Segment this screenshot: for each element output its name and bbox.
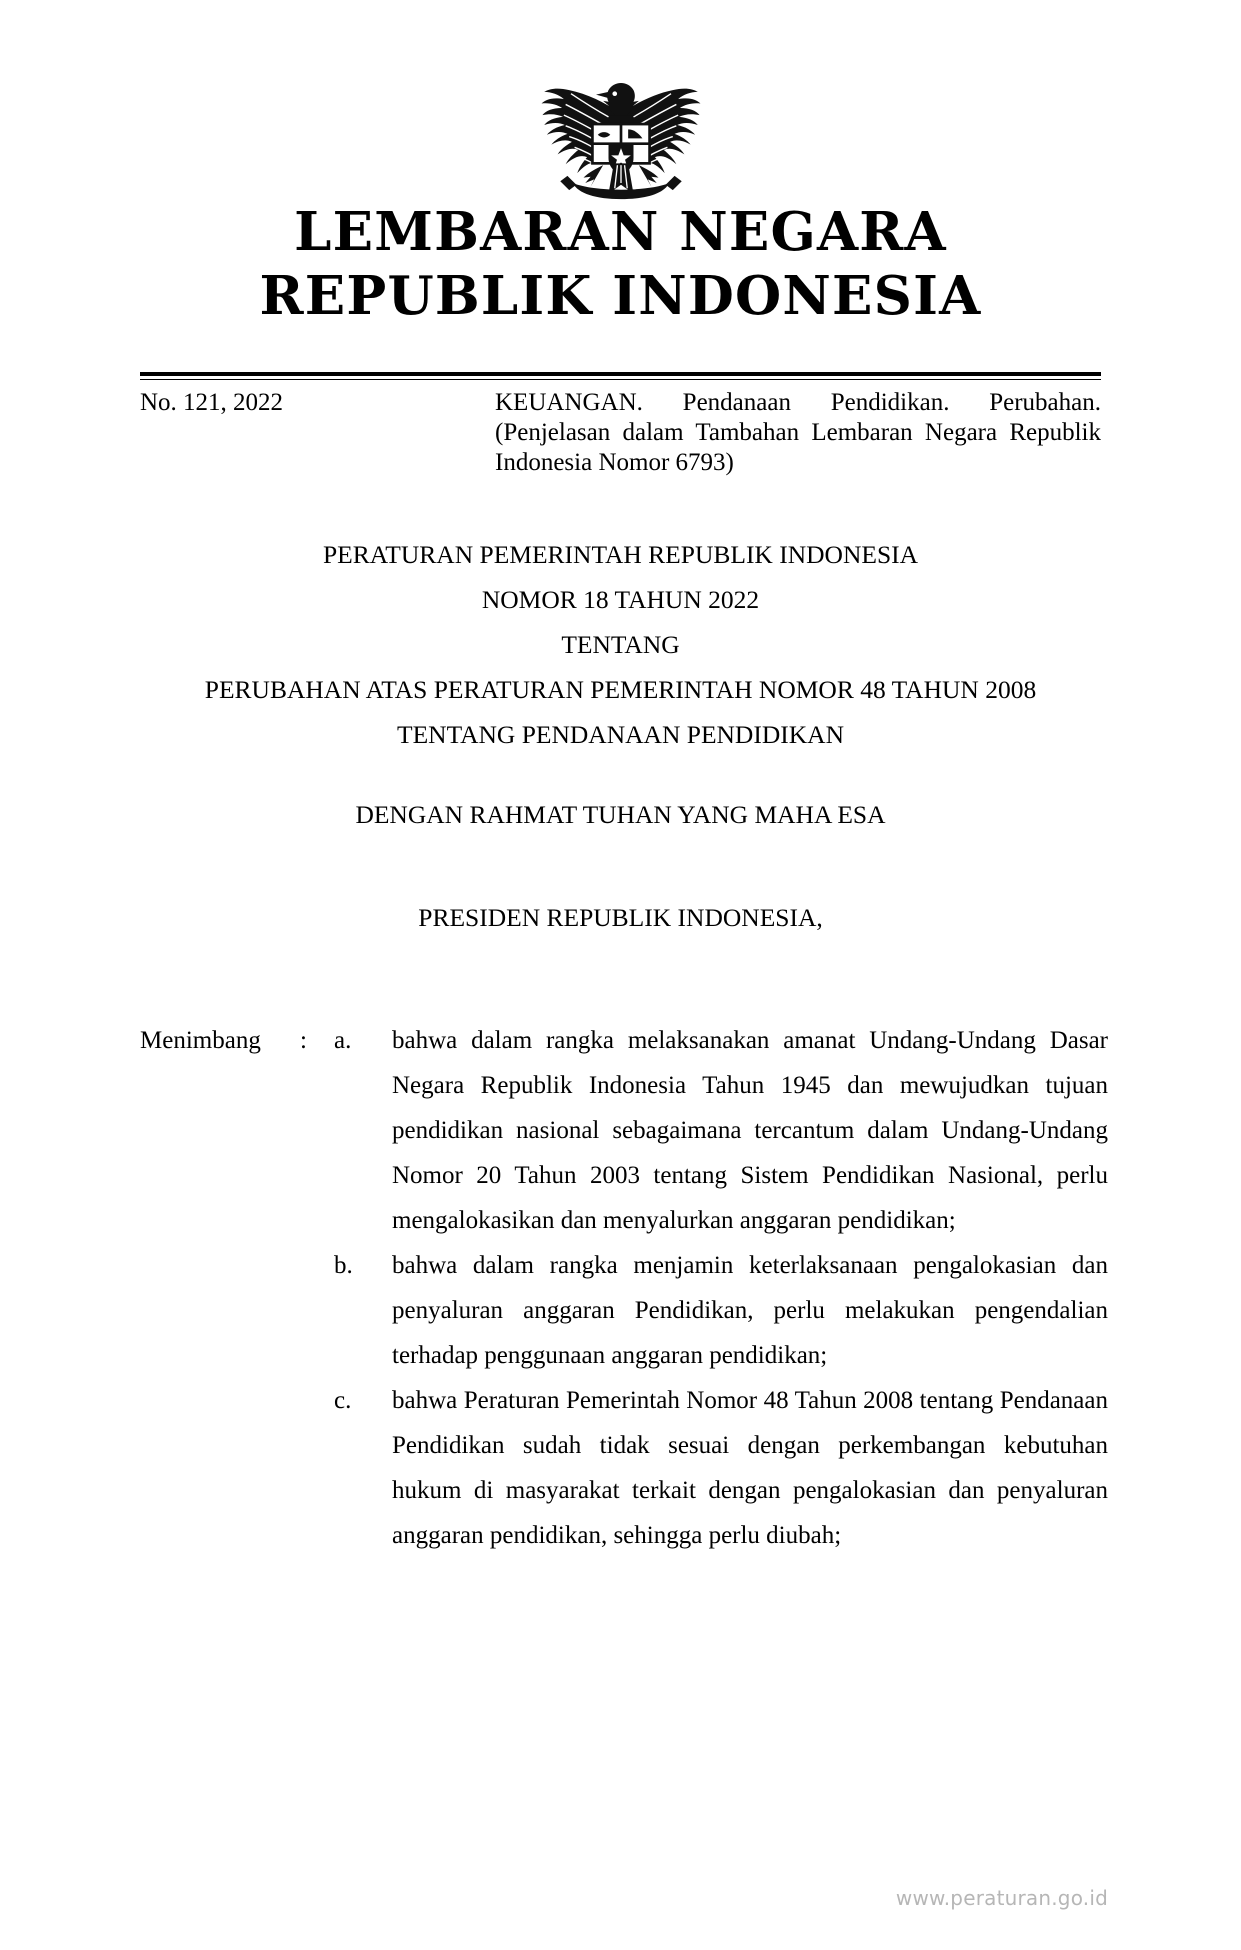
- masthead: [0, 200, 1241, 328]
- consideration-text-a: bahwa dalam rangka melaksanakan amanat Undang-Undang Dasar Negara Republik Indonesia Tahun 1945 dan mewujudkan tujuan pendidikan nasional sebagaimana tercantum dalam Undang-Undang Nomor 20 Tahun 2003 tentang Sistem Pendidikan Nasional, perlu mengalokasikan dan menyalurkan anggaran pendidikan;: [392, 1027, 1108, 1234]
- title-line-institution: PERATURAN PEMERINTAH REPUBLIK INDONESIA: [322, 540, 919, 569]
- emblem-container: [0, 58, 1241, 213]
- masthead-line-2: REPUBLIK INDONESIA: [259, 265, 982, 327]
- title-line-number: NOMOR 18 TAHUN 2022: [481, 585, 760, 614]
- consideration-item-b: [140, 1243, 1108, 1378]
- considerations-colon: :: [300, 1027, 307, 1054]
- consideration-item-c: [140, 1378, 1108, 1558]
- consideration-item-a: [140, 1018, 1108, 1243]
- president-designation: PRESIDEN REPUBLIK INDONESIA,: [418, 903, 823, 932]
- consideration-marker-c: c.: [334, 1387, 352, 1414]
- header-divider-thin: [140, 379, 1101, 380]
- regulation-title-block: [90, 532, 1151, 757]
- consideration-marker-b: b.: [334, 1252, 353, 1279]
- title-line-tentang: TENTANG: [561, 630, 680, 659]
- considerations-label: Menimbang: [140, 1027, 261, 1054]
- gazette-subject-description: KEUANGAN. Pendanaan Pendidikan. Perubahan. (Penjelasan dalam Tambahan Lembaran Negara Republik Indonesia Nomor 6793): [495, 389, 1101, 476]
- footer-watermark: www.peraturan.go.id: [895, 1886, 1108, 1910]
- gazette-number: No. 121, 2022: [140, 389, 284, 416]
- title-line-subject: TENTANG PENDANAAN PENDIDIKAN: [397, 720, 844, 749]
- title-line-amendment: PERUBAHAN ATAS PERATURAN PEMERINTAH NOMOR 48 TAHUN 2008: [204, 675, 1037, 704]
- considerations-section: [140, 1018, 1108, 1558]
- consideration-text-b: bahwa dalam rangka menjamin keterlaksanaan pengalokasian dan penyaluran anggaran Pendidikan, perlu melakukan pengendalian terhadap penggunaan anggaran pendidikan;: [392, 1252, 1108, 1369]
- header-meta-row: [140, 388, 1101, 478]
- masthead-line-1: LEMBARAN NEGARA: [294, 201, 947, 263]
- invocation-text: DENGAN RAHMAT TUHAN YANG MAHA ESA: [355, 800, 886, 829]
- garuda-pancasila-emblem: [531, 58, 711, 208]
- consideration-text-c: bahwa Peraturan Pemerintah Nomor 48 Tahun 2008 tentang Pendanaan Pendidikan sudah tidak sesuai dengan perkembangan kebutuhan hukum di masyarakat terkait dengan pengalokasian dan penyaluran anggaran pendidikan, sehingga perlu diubah;: [392, 1387, 1108, 1549]
- header-divider-thick: [140, 372, 1101, 376]
- consideration-marker-a: a.: [334, 1027, 352, 1054]
